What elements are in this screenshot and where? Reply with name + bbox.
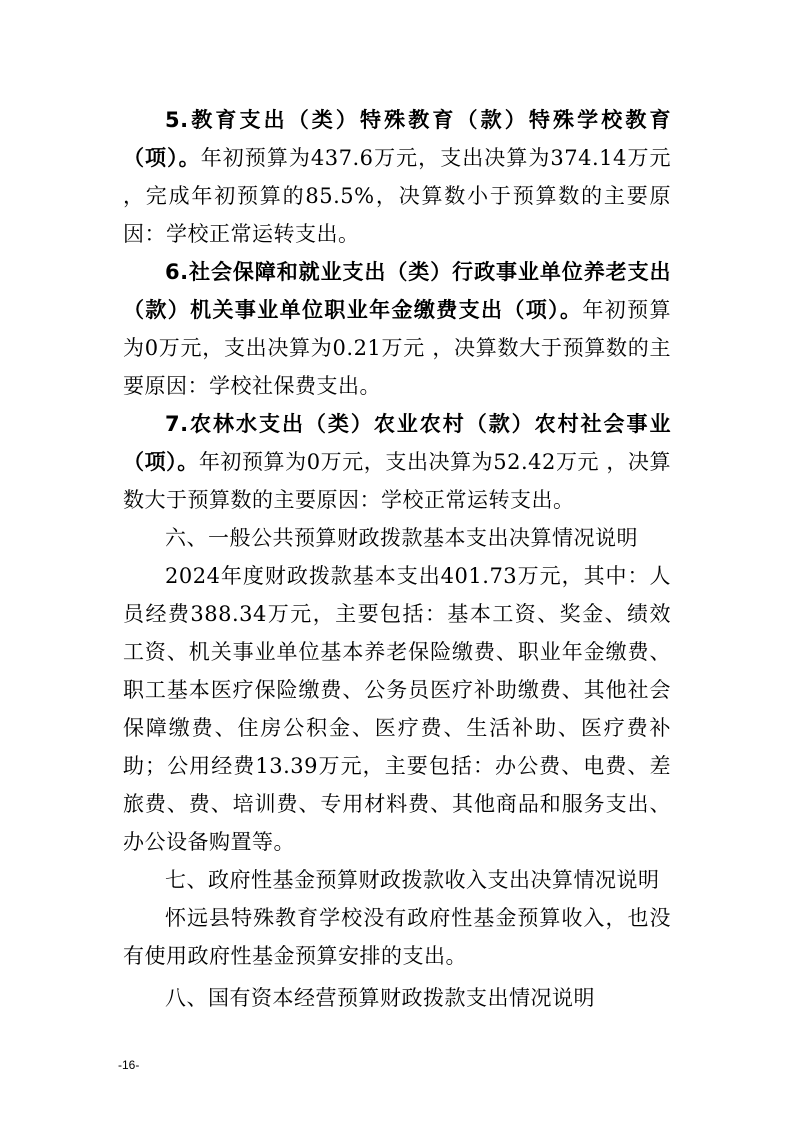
item-7-paragraph bbox=[123, 405, 671, 519]
section-6-heading: 六、一般公共预算财政拨款基本支出决算情况说明 bbox=[165, 526, 638, 550]
section-7-body: 怀远县特殊教育学校没有政府性基金预算收入，也没有使用政府性基金预算安排的支出。 bbox=[123, 906, 671, 968]
item-6-text: 年初预算为0万元，支出决算为0.21万元 ，决算数大于预算数的主要原因：学校社保费支出。 bbox=[123, 298, 671, 398]
item-5-paragraph bbox=[123, 101, 671, 253]
page-content bbox=[123, 101, 671, 1017]
item-6-paragraph bbox=[123, 253, 671, 405]
item-6-title: 6.社会保障和就业支出（类）行政事业单位养老支出（款）机关事业单位职业年金缴费支出（项）。 bbox=[123, 260, 671, 322]
item-5-title: 5.教育支出（类）特殊教育（款）特殊学校教育（项）。 bbox=[123, 108, 671, 170]
section-6-body: 2024年度财政拨款基本支出401.73万元，其中：人员经费388.34万元，主要包括：基本工资、奖金、绩效工资、机关事业单位基本养老保险缴费、职业年金缴费、职工基本医疗保险缴费、公务员医疗补助缴费、其他社会保障缴费、住房公积金、医疗费、生活补助、医疗费补助；公用经费13.39万元，主要包括：办公费、电费、差旅费、费、培训费、专用材料费、其他商品和服务支出、办公设备购置等。 bbox=[123, 564, 671, 854]
item-7-text: 年初预算为0万元，支出决算为52.42万元 ，决算数大于预算数的主要原因：学校正常运转支出。 bbox=[123, 450, 672, 512]
item-7-title: 7.农林水支出（类）农业农村（款）农村社会事业（项）。 bbox=[123, 412, 671, 474]
page-number: -16- bbox=[118, 1058, 140, 1072]
section-8-heading: 八、国有资本经营预算财政拨款支出情况说明 bbox=[165, 986, 595, 1010]
section-7-heading: 七、政府性基金预算财政拨款收入支出决算情况说明 bbox=[165, 868, 660, 892]
item-5-text: 年初预算为437.6万元，支出决算为374.14万元 ，完成年初预算的85.5%，决算数小于预算数的主要原因：学校正常运转支出。 bbox=[123, 146, 671, 246]
